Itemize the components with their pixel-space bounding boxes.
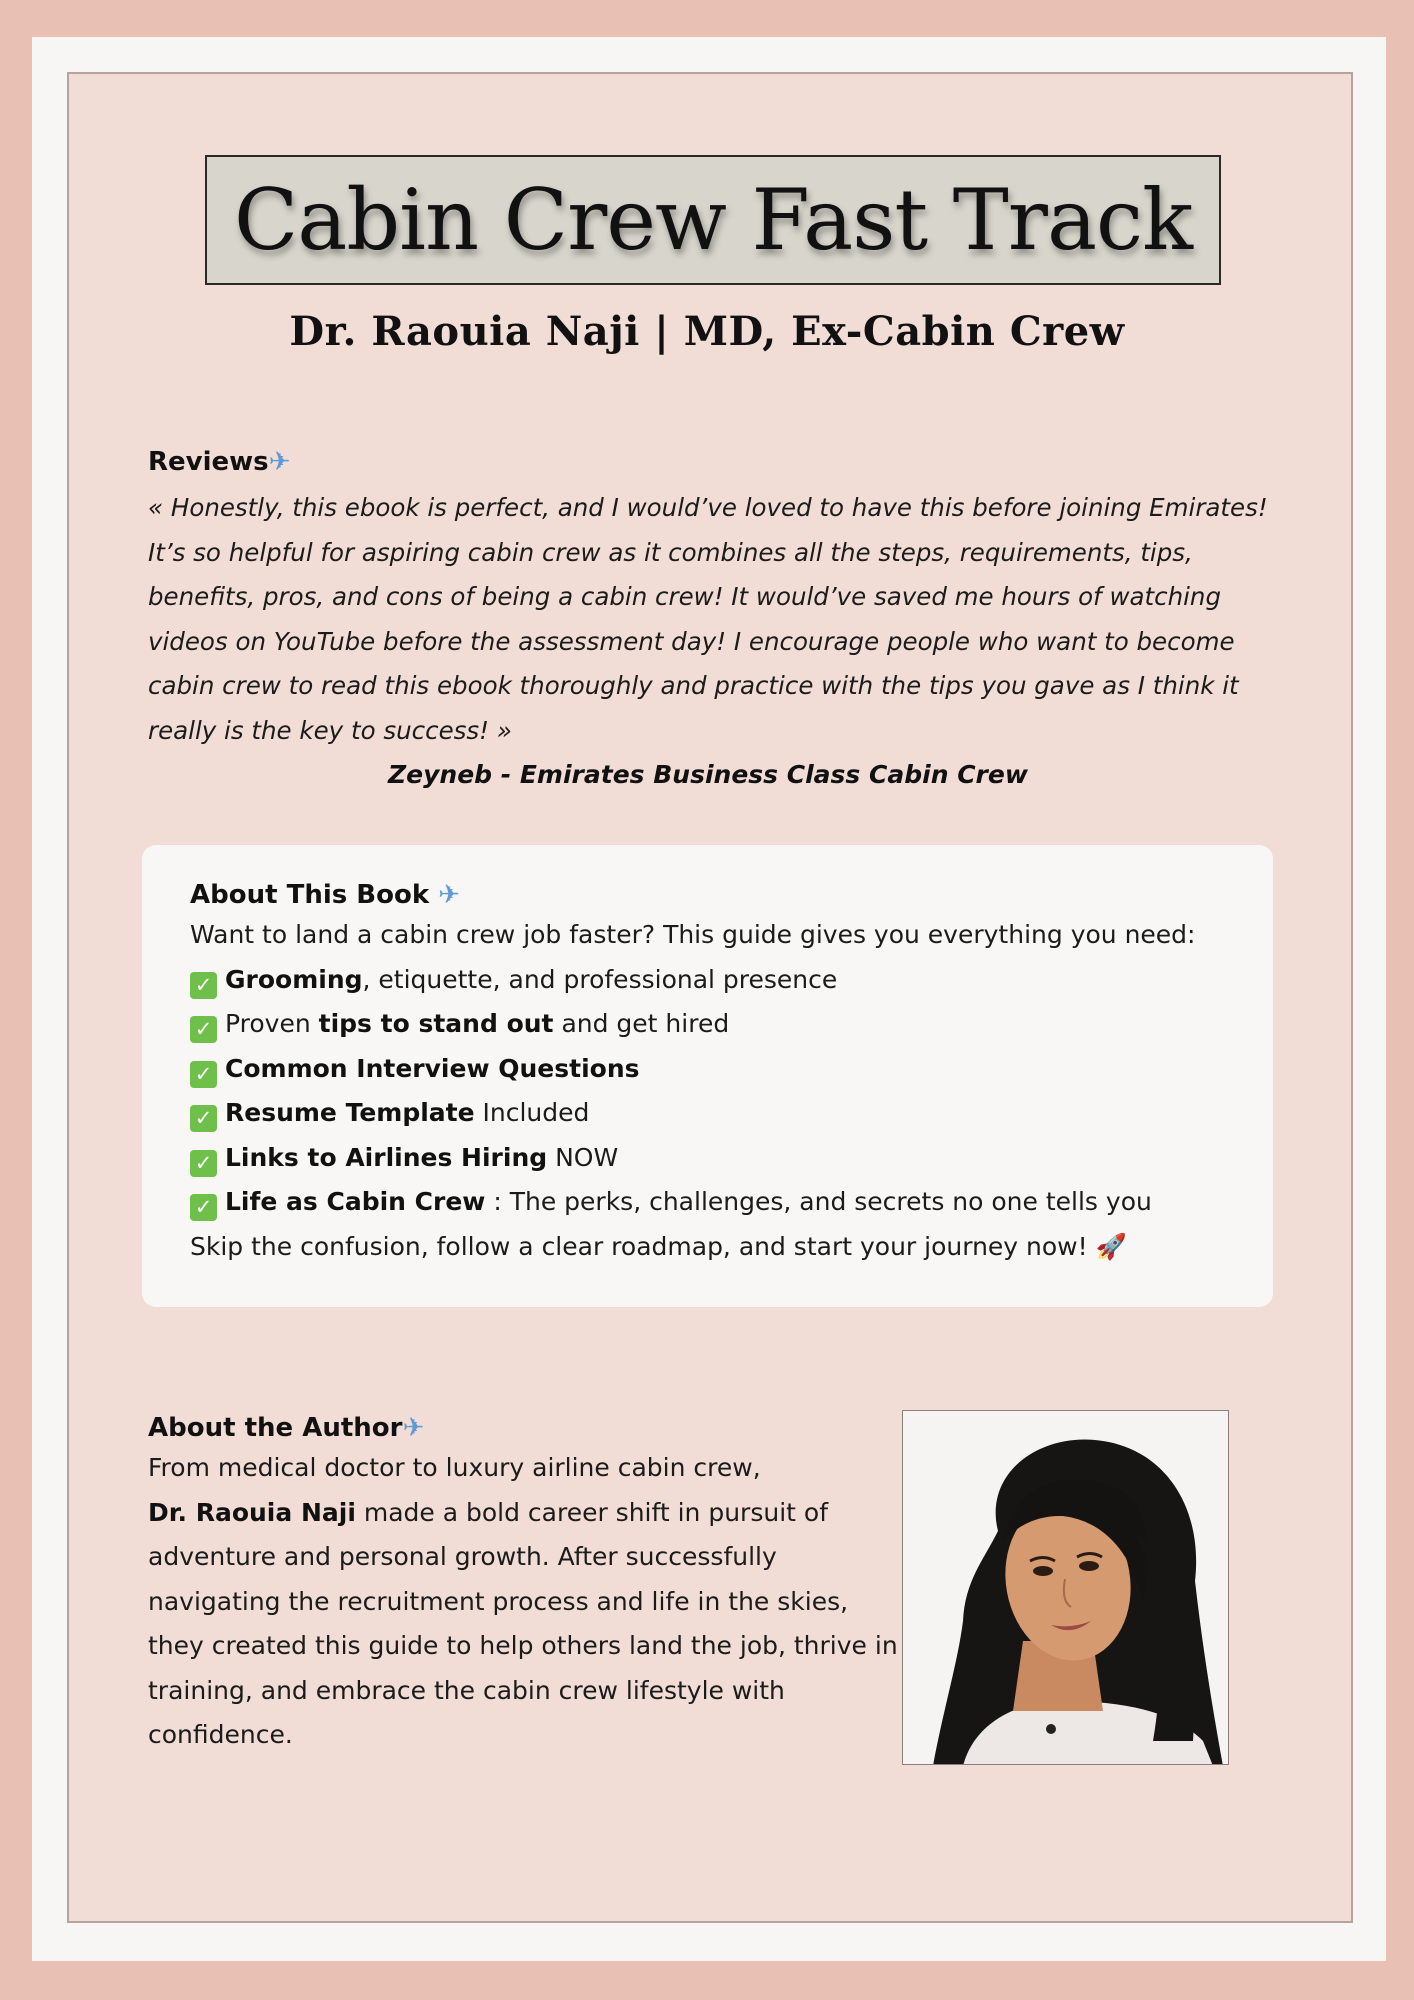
list-item-bold: Common Interview Questions — [225, 1053, 640, 1083]
list-item-bold: Life as Cabin Crew — [225, 1187, 486, 1216]
list-item-after: NOW — [547, 1142, 619, 1172]
author-photo — [902, 1410, 1229, 1765]
book-title: Cabin Crew Fast Track — [234, 171, 1192, 269]
list-item-bold: Grooming — [225, 964, 363, 994]
author-portrait-image — [903, 1411, 1229, 1765]
list-item — [190, 1002, 1225, 1047]
airplane-icon: ✈ — [438, 880, 460, 910]
author-name: Dr. Raouia Naji — [148, 1497, 356, 1527]
check-mark-icon: ✓ — [190, 1061, 217, 1088]
list-item-bold: Links to Airlines Hiring — [225, 1142, 548, 1172]
reviews-section — [148, 444, 1268, 797]
about-book-intro: Want to land a cabin crew job faster? This guide gives you everything you need: — [190, 920, 1196, 949]
list-item-after: Included — [474, 1098, 590, 1127]
list-item-after: : The perks, challenges, and secrets no one tells you — [485, 1187, 1152, 1216]
check-mark-icon: ✓ — [190, 1194, 217, 1221]
about-book-closing — [190, 1225, 1225, 1270]
check-mark-icon: ✓ — [190, 1016, 217, 1043]
list-item — [190, 958, 1225, 1003]
list-item — [190, 1136, 1225, 1181]
airplane-icon: ✈ — [268, 447, 291, 477]
review-quote: « Honestly, this ebook is perfect, and I would’ve loved to have this before joining Emirates! It’s so helpful for aspiring cabin crew as it combines all the steps, requirements, tips, benefits, pros, and cons of being a cabin crew! It would’ve saved me hours of watching videos on YouTube before the assessment day! I encourage people who want to become cabin crew to read this ebook thoroughly and practice with the tips you gave as I think it really is the key to success! » — [148, 493, 1268, 745]
list-item — [190, 1047, 1225, 1092]
check-mark-icon: ✓ — [190, 1150, 217, 1177]
list-item-bold: Resume Template — [225, 1098, 475, 1127]
rocket-icon: 🚀 — [1095, 1231, 1127, 1261]
list-item-after: and get hired — [553, 1009, 730, 1038]
closing-text: Skip the confusion, follow a clear roadmap, and start your journey now! — [190, 1231, 1088, 1261]
about-book-card — [142, 845, 1273, 1307]
author-bio — [148, 1491, 908, 1758]
author-line-1: From medical doctor to luxury airline cabin crew, — [148, 1453, 761, 1482]
list-item-bold: tips to stand out — [318, 1009, 554, 1038]
author-subtitle: Dr. Raouia Naji | MD, Ex-Cabin Crew — [289, 308, 1125, 355]
list-item — [190, 1091, 1225, 1136]
airplane-icon: ✈ — [402, 1413, 425, 1443]
check-mark-icon: ✓ — [190, 972, 217, 999]
list-item-before: Proven — [225, 1009, 319, 1038]
check-mark-icon: ✓ — [190, 1105, 217, 1132]
about-book-heading — [190, 877, 1225, 913]
reviews-heading — [148, 444, 1268, 480]
author-bio-rest: made a bold career shift in pursuit of adventure and personal growth. After successfully navigating the recruitment process and life in the skies, they created this guide to help others land the job, thrive in training, and embrace the cabin crew lifestyle with confidence. — [148, 1497, 898, 1749]
about-author-heading-label: About the Author — [148, 1413, 403, 1443]
reviews-heading-label: Reviews — [148, 447, 269, 477]
about-book-heading-label: About This Book — [190, 880, 430, 910]
about-author-section — [148, 1410, 908, 1758]
list-item-after: , etiquette, and professional presence — [362, 964, 838, 994]
about-author-heading — [148, 1410, 908, 1446]
list-item — [190, 1180, 1225, 1225]
review-author: Zeyneb - Emirates Business Class Cabin Crew — [388, 760, 1028, 789]
title-banner — [205, 155, 1221, 285]
